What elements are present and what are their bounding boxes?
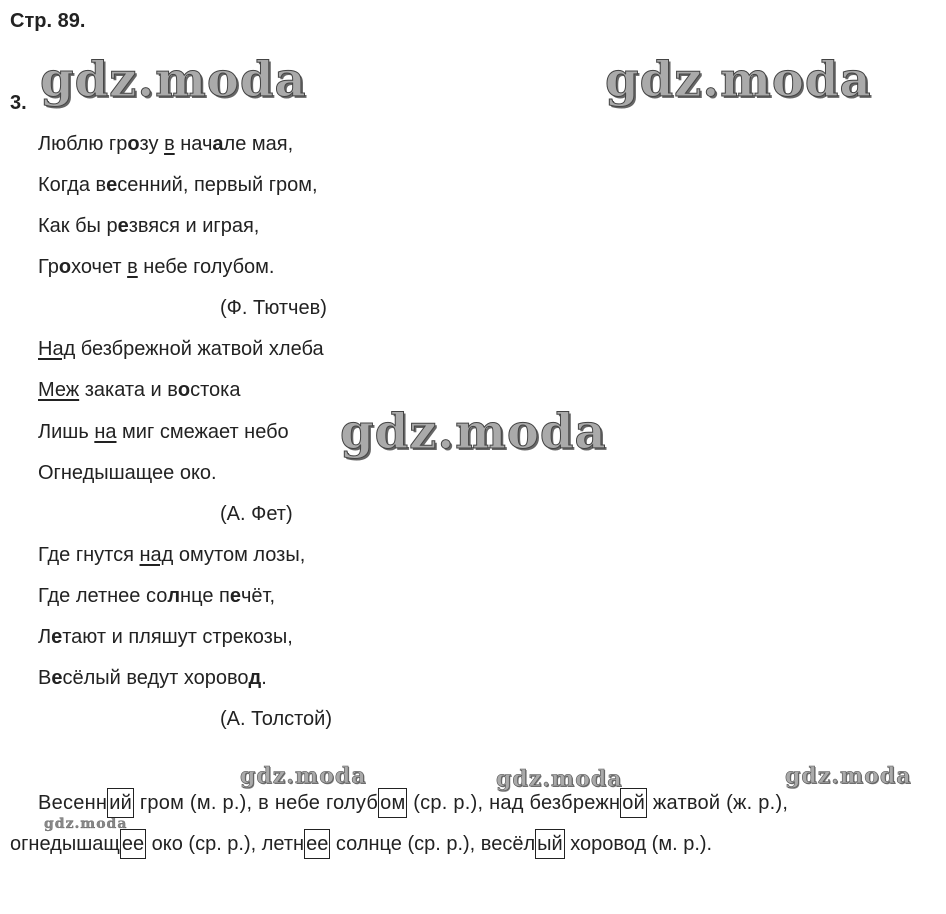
poem-line: Над безбрежной жатвой хлеба (38, 338, 324, 360)
answer-line: огнедышащ ее око (ср. р.), летн ее солнце (ср. р.), весёл ый хоровод (м. р.). (10, 829, 712, 859)
poem-line: Летают и пляшут стрекозы, (38, 626, 293, 648)
poem-line: Меж заката и востока (38, 379, 241, 401)
poem-line: Огнедышащее око. (38, 462, 217, 484)
ending-box: ый (535, 829, 565, 859)
ending-box: ом (378, 788, 407, 818)
poem-author: (Ф. Тютчев) (220, 297, 327, 319)
ending-box: ой (620, 788, 647, 818)
watermark-logo: gdz.moda (496, 766, 623, 792)
page-number: Стр. 89. (10, 10, 86, 32)
watermark-logo: gdz.moda (40, 52, 307, 108)
answer-line: Весенн ий гром (м. р.), в небе голуб ом (ср. р.), над безбрежн ой жатвой (ж. р.), (38, 788, 788, 818)
poem-author: (А. Толстой) (220, 708, 333, 730)
watermark-logo: gdz.moda (340, 404, 607, 460)
task-number: 3. (10, 92, 27, 114)
poem-line: Как бы резвяся и играя, (38, 215, 260, 237)
poem-author: (А. Фет) (220, 503, 293, 525)
poem-line: Лишь на миг смежает небо (38, 421, 289, 443)
ending-box: ее (304, 829, 330, 859)
ending-box: ий (107, 788, 134, 818)
poem-line: Где летнее солнце печёт, (38, 585, 276, 607)
watermark-logo: gdz.moda (44, 816, 128, 832)
poem-line: Люблю грозу в начале мая, (38, 133, 294, 155)
poem-line: Когда весенний, первый гром, (38, 174, 318, 196)
poem-line: Где гнутся над омутом лозы, (38, 544, 306, 566)
poem-line: Грохочет в небе голубом. (38, 256, 275, 278)
ending-box: ее (120, 829, 146, 859)
watermark-logo: gdz.moda (605, 52, 872, 108)
poem-line: Весёлый ведут хоровод. (38, 667, 267, 689)
watermark-logo: gdz.moda (785, 763, 912, 789)
watermark-logo: gdz.moda (240, 763, 367, 789)
